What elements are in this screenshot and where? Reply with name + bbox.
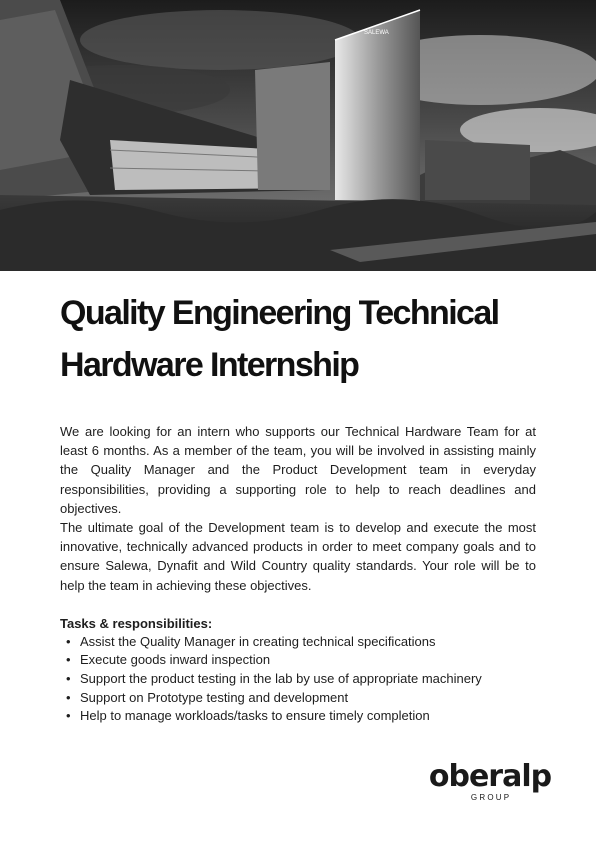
list-item: • Support on Prototype testing and development bbox=[60, 689, 536, 708]
list-item: • Help to manage workloads/tasks to ensure timely completion bbox=[60, 707, 536, 726]
hq-building-photo bbox=[0, 0, 596, 271]
title-line-1: Quality Engineering Technical bbox=[60, 294, 499, 332]
building-sign: SALEWA bbox=[364, 30, 389, 36]
job-description bbox=[60, 422, 536, 726]
list-item: • Assist the Quality Manager in creating technical specifications bbox=[60, 633, 536, 652]
page-title bbox=[60, 287, 560, 391]
logo-tagline: G R O U P bbox=[470, 793, 510, 802]
tasks-heading: Tasks & responsibilities: bbox=[60, 615, 213, 631]
intro-paragraph-2: The ultimate goal of the Development team is to develop and execute the most innovative, technically advanced products in order to meet company goals and to ensure Salewa, Dynafit and Wild Country quality standards. Your role will be to help the team in achieving these objectives. bbox=[60, 520, 536, 593]
tasks-list bbox=[60, 633, 536, 726]
title-line-2: Hardware Internship bbox=[60, 346, 359, 384]
intro-paragraph-1: We are looking for an intern who supports our Technical Hardware Team for at least 6 months. As a member of the team, you will be involved in assisting mainly the Quality Manager and the Product Development team in everyday responsibilities, providing a supporting role to help to reach deadlines and objectives. bbox=[60, 424, 536, 516]
logo-wordmark: oberalp bbox=[428, 759, 552, 794]
list-item: • Support the product testing in the lab by use of appropriate machinery bbox=[60, 670, 536, 689]
oberalp-group-logo bbox=[420, 758, 560, 804]
list-item: • Execute goods inward inspection bbox=[60, 651, 536, 670]
hero-photo bbox=[0, 0, 596, 271]
